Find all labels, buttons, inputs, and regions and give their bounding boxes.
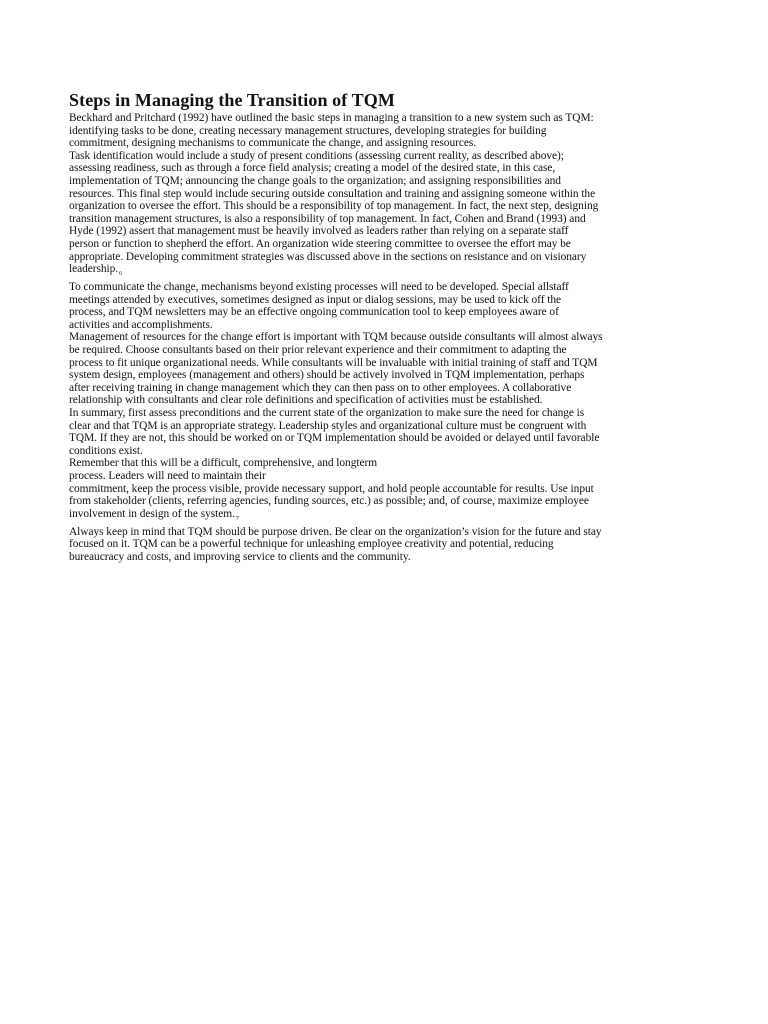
text-line: commitment, keep the process visible, provide necessary support, and hold people accountable for results. Use input: [69, 482, 594, 495]
text-line: implementation of TQM; announcing the change goals to the organization; and assigning responsibilities and: [69, 174, 561, 187]
text-line: assessing readiness, such as through a force field analysis; creating a model of the desired state, in this case,: [69, 162, 556, 175]
paragraph: [69, 407, 621, 457]
paragraph: [69, 457, 621, 525]
text-line: TQM. If they are not, this should be worked on or TQM implementation should be avoided or delayed until favorable: [69, 432, 600, 445]
text-line: organization to oversee the effort. This should be a responsibility of top management. In fact, the next step, designing: [69, 200, 599, 213]
text-line: commitment, designing mechanisms to communicate the change, and assigning resources.: [69, 137, 477, 150]
text-line: In summary, first assess preconditions and the current state of the organization to make sure the need for change is: [69, 406, 585, 419]
text-line: Hyde (1992) assert that management must be heavily involved as leaders rather than relying on a separate staff: [69, 225, 569, 238]
text-line: To communicate the change, mechanisms beyond existing processes will need to be developed. Special allstaff: [69, 281, 569, 293]
text-line: person or function to shepherd the effort. An organization wide steering committee to oversee the effort may be: [69, 237, 571, 250]
document-body: [69, 112, 621, 563]
text-line: be required. Choose consultants based on their prior relevant experience and their commitment to adapting the: [69, 343, 567, 356]
text-line: transition management structures, is also a responsibility of top management. In fact, Cohen and Brand (1993) and: [69, 212, 586, 225]
text-line: meetings attended by executives, sometimes designed as input or dialog sessions, may be used to kick off the: [69, 293, 561, 306]
text-line: process. Leaders will need to maintain their: [69, 469, 266, 482]
paragraph: [69, 331, 621, 407]
text-line: system design, employees (management and others) should be actively involved in TQM implementation, perhaps: [69, 369, 585, 382]
text-line: from stakeholder (clients, referring agencies, funding sources, etc.) as possible; and, of course, maximize employee: [69, 495, 589, 508]
paragraph: [69, 112, 621, 150]
footnote-marker: 7: [235, 515, 239, 522]
paragraph: [69, 281, 621, 331]
paragraph: [69, 150, 621, 281]
text-line: conditions exist.: [69, 444, 143, 457]
text-line: identifying tasks to be done, creating necessary management structures, developing strategies for building: [69, 124, 547, 137]
text-line: process, and TQM newsletters may be an effective ongoing communication tool to keep employees aware of: [69, 306, 559, 319]
text-line: focused on it. TQM can be a powerful technique for unleashing employee creativity and potential, reducing: [69, 538, 554, 551]
text-line: relationship with consultants and clear role definitions and specification of activities must be established.: [69, 394, 543, 407]
text-line: process to fit unique organizational needs. While consultants will be invaluable with initial training of staff and TQM: [69, 356, 598, 369]
text-line: resources. This final step would include securing outside consultation and training and assigning someone within the: [69, 187, 596, 200]
page-title: Steps in Managing the Transition of TQM: [69, 90, 395, 110]
text-line: appropriate. Developing commitment strategies was discussed above in the sections on resistance and on visionary: [69, 250, 587, 263]
text-line: bureaucracy and costs, and improving service to clients and the community.: [69, 550, 411, 563]
text-line: $leadership._6$: [69, 263, 123, 278]
text-line: Beckhard and Pritchard (1992) have outlined the basic steps in managing a transition to a new system such as TQM:: [69, 112, 594, 124]
paragraph: [69, 526, 621, 564]
text-line: involvement in design of the $system._7$: [69, 507, 239, 522]
text-line: Always keep in mind that TQM should be purpose driven. Be clear on the organization’s vision for the future and stay: [69, 525, 602, 538]
text-line: clear and that TQM is an appropriate strategy. Leadership styles and organizational culture must be congruent with: [69, 419, 587, 432]
text-line: Remember that this will be a difficult, comprehensive, and longterm: [69, 457, 378, 470]
text-line: Management of resources for the change effort is important with TQM because outside consultants will almost always: [69, 331, 603, 344]
footnote-marker: 6: [119, 271, 123, 278]
document-page: [69, 90, 621, 563]
text-line: activities and accomplishments.: [69, 318, 213, 331]
text-line: after receiving training in change management which they can then pass on to other employees. A collaborative: [69, 381, 572, 394]
text-line: Task identification would include a study of present conditions (assessing current reality, as described above);: [69, 149, 564, 162]
